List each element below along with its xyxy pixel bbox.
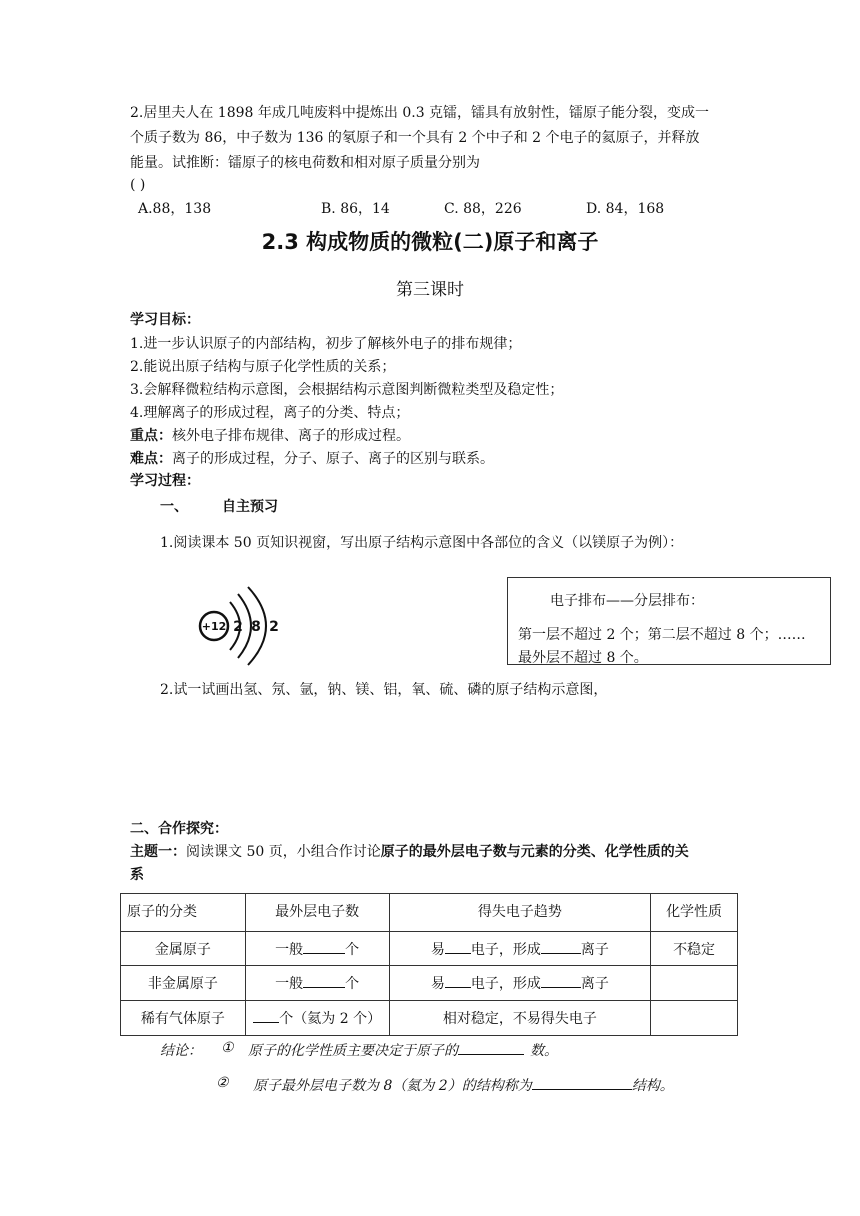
option-a: A.88，138	[138, 201, 212, 217]
answer-paren: ( )	[130, 177, 146, 193]
atom-classification-table	[120, 893, 738, 1036]
task2-text: 2.试一试画出氢、氖、氩，钠、镁、铝，氧、硫、磷的原子结构示意图，	[160, 682, 608, 698]
blank-fill[interactable]	[445, 939, 471, 954]
blank-fill[interactable]	[532, 1075, 632, 1090]
topic-text-bold: 原子的最外层电子数与元素的分类、化学性质的关	[380, 844, 689, 860]
header-outer-electrons: 最外层电子数	[245, 894, 389, 932]
cell-noble-electrons: 个（氦为 2 个）	[245, 1001, 389, 1036]
magnesium-atom-diagram	[192, 584, 292, 672]
page-title: 2.3 构成物质的微粒(二)原子和离子	[261, 230, 599, 254]
cell-nonmetal-atom: 非金属原子	[121, 966, 246, 1001]
conclusion-label: 结论：	[160, 1043, 202, 1059]
shell-count-2: 8	[251, 619, 261, 635]
cell-noble-atom: 稀有气体原子	[121, 1001, 246, 1036]
table-row	[121, 1001, 738, 1036]
conclusion-number-1: ①	[221, 1040, 234, 1056]
key-points	[130, 425, 410, 445]
blank-fill[interactable]	[445, 973, 471, 988]
table-header-row	[121, 894, 738, 932]
option-b: B. 86，14	[321, 201, 390, 217]
blank-fill[interactable]	[541, 973, 581, 988]
table-row	[121, 966, 738, 1001]
cell-nonmetal-trend: 易 电子，形成 离子	[389, 966, 651, 1001]
option-c: C. 88，226	[444, 201, 522, 217]
cell-noble-trend: 相对稳定，不易得失电子	[389, 1001, 651, 1036]
cell-nonmetal-property	[651, 966, 738, 1001]
header-gain-loss-trend: 得失电子趋势	[389, 894, 651, 932]
topic-line-1	[130, 841, 689, 861]
task1-text: 1.阅读课本 50 页知识视窗，写出原子结构示意图中各部位的含义（以镁原子为例）：	[160, 535, 684, 551]
goals-heading: 学习目标：	[130, 312, 200, 328]
question2-line1: 2.居里夫人在 1898 年成几吨废料中提炼出 0.3 克镭，镭具有放射性，镭原子能分裂，变成一	[130, 105, 710, 121]
box-line-3: 最外层不超过 8 个。	[518, 650, 648, 666]
blank-fill[interactable]	[303, 973, 345, 988]
nucleus-charge: +12	[201, 620, 227, 633]
hard-points	[130, 448, 494, 468]
hard-text: 离子的形成过程，分子、原子、离子的区别与联系。	[172, 451, 494, 467]
question2-line3: 能量。试推断：镭原子的核电荷数和相对原子质量分别为	[130, 155, 480, 171]
goal-item-2: 2.能说出原子结构与原子化学性质的关系；	[130, 359, 396, 375]
goal-item-3: 3.会解释微粒结构示意图，会根据结构示意图判断微粒类型及稳定性；	[130, 382, 564, 398]
cell-noble-property	[651, 1001, 738, 1036]
cell-metal-atom: 金属原子	[121, 932, 246, 966]
blank-fill[interactable]	[458, 1040, 524, 1055]
blank-fill[interactable]	[253, 1008, 279, 1023]
conclusion-1: 原子的化学性质主要决定于原子的 数。	[248, 1040, 558, 1060]
conclusion-number-2: ②	[216, 1075, 229, 1091]
box-line-2: 第一层不超过 2 个；第二层不超过 8 个；……	[518, 627, 806, 643]
topic-text-plain: 阅读课文 50 页，小组合作讨论	[186, 844, 381, 860]
hard-label: 难点：	[130, 451, 172, 467]
page-subtitle: 第三课时	[396, 280, 464, 300]
cell-nonmetal-electrons: 一般 个	[245, 966, 389, 1001]
section2-heading: 二、合作探究：	[130, 821, 228, 837]
section1-heading: 自主预习	[222, 499, 278, 515]
shell-count-3: 2	[269, 619, 279, 635]
blank-fill[interactable]	[541, 939, 581, 954]
topic-label: 主题一：	[130, 844, 186, 860]
cell-metal-trend: 易 电子，形成 离子	[389, 932, 651, 966]
process-heading: 学习过程：	[130, 473, 200, 489]
cell-metal-property: 不稳定	[651, 932, 738, 966]
option-d: D. 84，168	[586, 201, 665, 217]
shell-count-1: 2	[233, 619, 243, 635]
electron-arrangement-box	[507, 577, 831, 665]
goal-item-4: 4.理解离子的形成过程，离子的分类、特点；	[130, 405, 410, 421]
goal-item-1: 1.进一步认识原子的内部结构，初步了解核外电子的排布规律；	[130, 336, 522, 352]
header-classification: 原子的分类	[121, 894, 246, 932]
cell-metal-electrons: 一般 个	[245, 932, 389, 966]
key-label: 重点：	[130, 428, 172, 444]
table-row	[121, 932, 738, 966]
topic-line-2: 系	[130, 867, 144, 883]
conclusion-2: 原子最外层电子数为 8（氦为 2）的结构称为 结构。	[253, 1075, 674, 1095]
header-chemical-property: 化学性质	[651, 894, 738, 932]
question2-line2: 个质子数为 86，中子数为 136 的氡原子和一个具有 2 个中子和 2 个电子的氦原子，并释放	[130, 130, 700, 146]
blank-fill[interactable]	[303, 939, 345, 954]
section1-number: 一、	[160, 499, 188, 515]
box-line-1: 电子排布——分层排布：	[550, 593, 704, 609]
key-text: 核外电子排布规律、离子的形成过程。	[172, 428, 410, 444]
